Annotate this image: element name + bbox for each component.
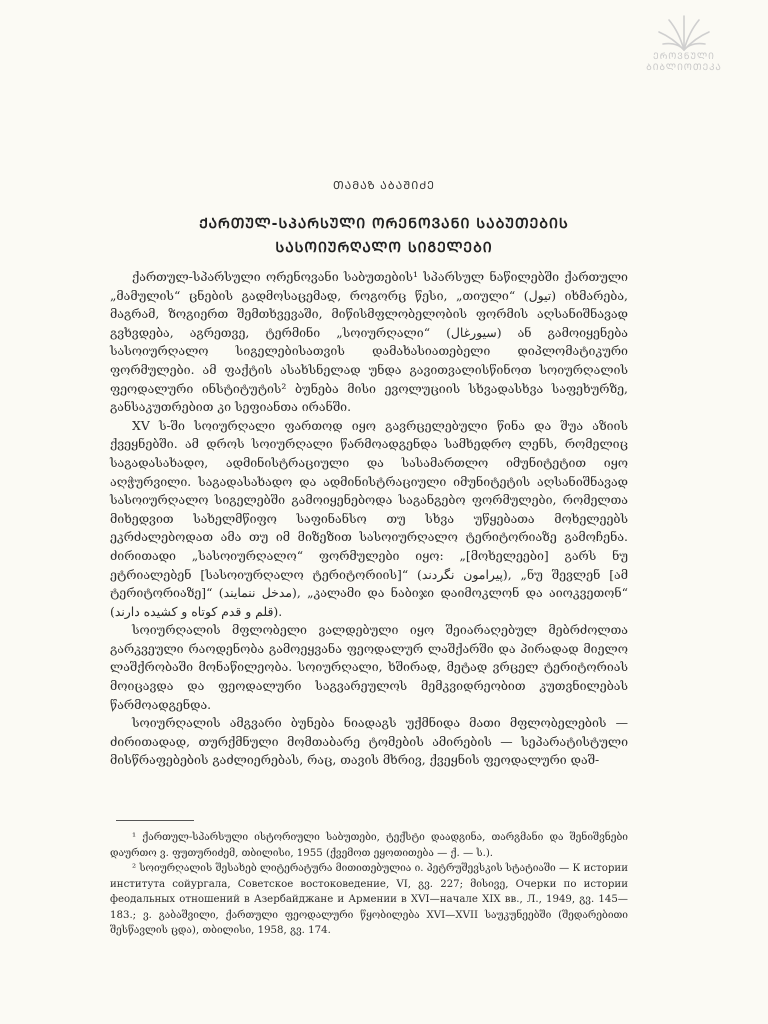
footnote-2: ² სოიურღალის შესახებ ლიტერატურა მითითებულია ი. პეტრუშევსკის სტატიაში — К истории института сойургала, Советское востоковедение, VI, გვ. 227; მისივე, Очерки по истории феодальных отношений в Азербайджане и Армении в XVI—начале XIX вв., Л., 1949, გვ. 145—183.; ვ. გაბაშვილი, ქართული ფეოდალური წყობილება XVI—XVII საუკუნეებში (შედარებითი შესწავლის ცდა), თბილისი, 1958, გვ. 174. — [110, 863, 628, 936]
article-title — [0, 212, 768, 260]
paragraph-3: სოიურღალის მფლობელი ვალდებული იყო შეიარაღებულ მებრძოლთა გარკვეული რაოდენობა გამოეყვანა ფეოდალურ ლაშქარში და პირადად მიელო ლაშქრობაში მონაწილეობა. სოიურღალი, ხშირად, მეტად ვრცელ ტერიტორიას მოიცავდა და ფეოდალური საგვარეულოს მემკვიდრეობით კუთვნილებას წარმოადგენდა. — [110, 622, 628, 712]
wheat-sheaf-logo-icon — [649, 10, 719, 52]
paragraph-1: ქართულ-სპარსული ორენოვანი საბუთების¹ სპარსულ ნაწილებში ქართული „მამულის“ ცნების გადმოსაცემად, როგორც წესი, „თიული“ (تيول) იხმარება, მაგრამ, ზოგიერთ შემთხვევაში, მიწისმფლობელობის ფორმის აღსანიშნავად გვხვდება, აგრეთვე, ტერმინი „სოიურღალი“ (سيورغال) ან გამოიყენება სასოიურღალო სიგელებისათვის დამახასიათებელი დიპლომატიკური ფორმულები. ამ ფაქტის ასახსნელად უნდა გავითვალისწინოთ სოიურღალის ფეოდალური ინსტიტუტის² ბუნება მისი ევოლუციის სხვადასხვა საფეხურზე, განსაკუთრებით კი სეფიანთა ირანში. — [110, 269, 628, 415]
library-logo — [638, 10, 730, 74]
paragraph-2: XV ს-ში სოიურღალი ფართოდ იყო გავრცელებული წინა და შუა აზიის ქვეყნებში. ამ დროს სოიურღალი წარმოადგენდა სამხედრო ლენს, რომელიც საგადასახადო, ადმინისტრაციული და სასამართლო იმუნიტეტით იყო აღჭურვილი. საგადასახადო და ადმინისტრაციული იმუნიტეტის აღსანიშნავად სასოიურღალო სიგელებში გამოიყენებოდა საგანგებო ფორმულები, რომელთა მიხედვით სახელმწიფო საფინანსო თუ სხვა უწყებათა მოხელეებს ეკრძალებოდათ ამა თუ იმ მიზეზით სასოიურღალო ტერიტორიაზე გამოჩენა. ძირითადი „სასოიურღალო“ ფორმულები იყო: „[მოხელეები] გარს ნუ ეტრიალებენ [სასოიურღალო ტერიტორიის]“ (پیرامون نگردند), „ნუ შევლენ [ამ ტერიტორიაზე]“ (مدخل ننمایند), „კალამი და ნაბიჯი დაიმოკლონ და აიოკვეთონ“ (قلم و قدم کوتاه و کشیده دارند). — [110, 417, 628, 619]
paragraph-4: სოიურღალის ამგვარი ბუნება ნიადაგს უქმნიდა მათი მფლობელების — ძირითადად, თურქმნული მომთაბარე ტომების ამირების — სეპარატისტული მისწრაფებების გაძლიერებას, რაც, თავის მხრივ, ქვეყნის ფეოდალური დაშ- — [110, 715, 628, 768]
footnote-divider — [116, 820, 194, 821]
title-line-2: ᲡᲐᲡᲝᲘᲣᲠᲦᲐᲚᲝ ᲡᲘᲒᲔᲚᲔᲑᲘ — [275, 240, 493, 256]
title-line-1: ᲥᲐᲠᲗᲣᲚ-ᲡᲞᲐᲠᲡᲣᲚᲘ ᲝᲠᲔᲜᲝᲕᲐᲜᲘ ᲡᲐᲑᲣᲗᲔᲑᲘᲡ — [199, 216, 569, 232]
article-author: ᲗᲐᲛᲐᲖ ᲐᲑᲐᲨᲘᲫᲔ — [332, 179, 435, 192]
article-body — [110, 268, 628, 770]
logo-text-line2: ᲑᲘᲑᲚᲘᲝᲗᲔᲙᲐ — [646, 63, 722, 73]
footnote-1: ¹ ქართულ-სპარსული ისტორიული საბუთები, ტექსტი დაადგინა, თარგმანი და შენიშვნები დაურთო ვ. ფუთურიძემ, თბილისი, 1955 (ქვემოთ ეყოთითება — ქ. — ს.). — [110, 832, 628, 859]
logo-text-line1: ᲔᲠᲝᲕᲜᲣᲚᲘ — [653, 52, 715, 62]
footnotes — [110, 830, 628, 939]
